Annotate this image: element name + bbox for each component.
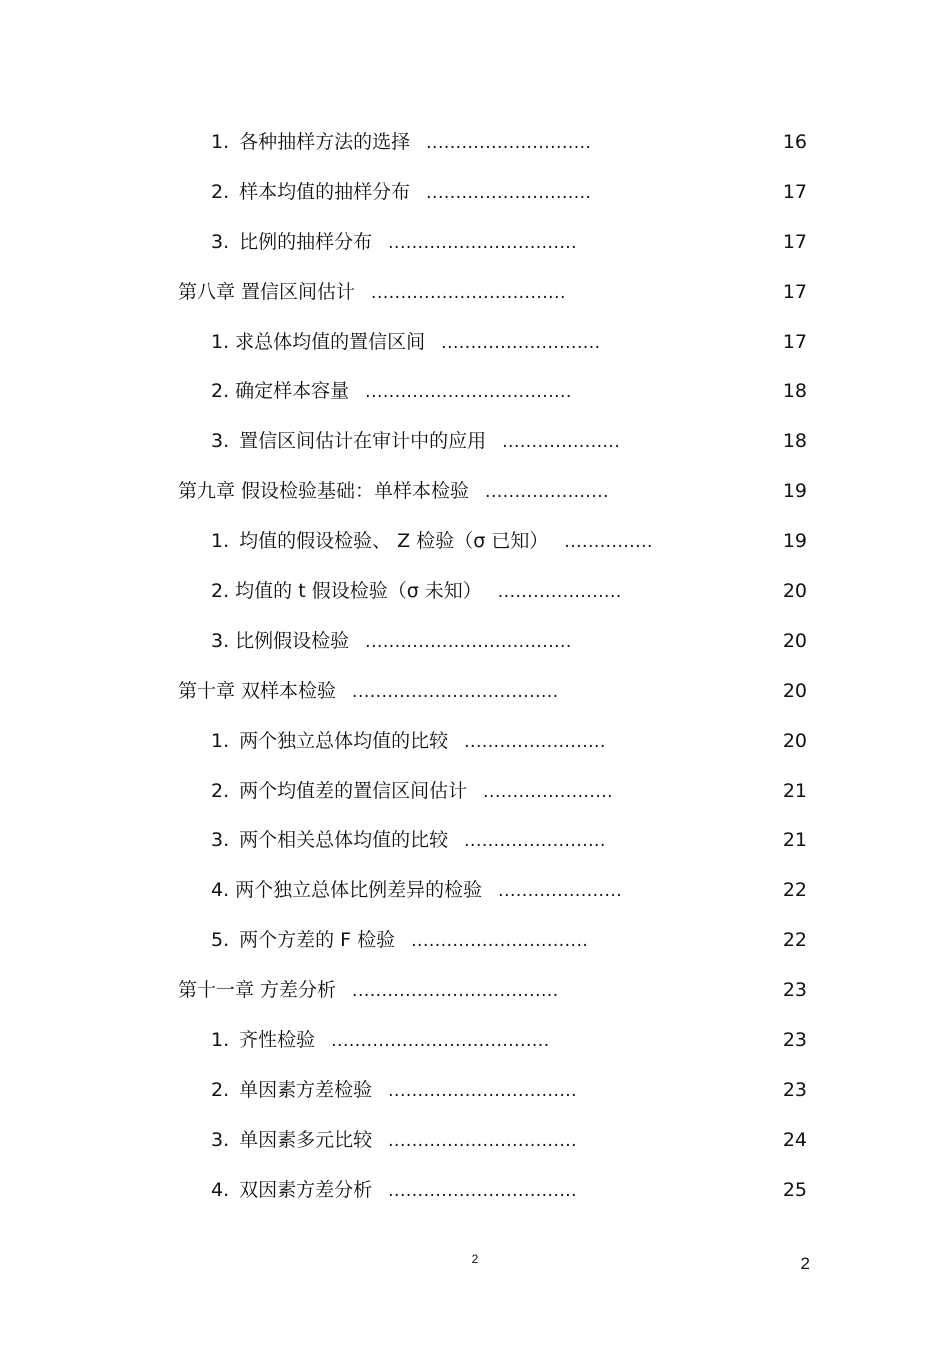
toc-entry-leader-dots: ..................................... <box>331 1031 550 1052</box>
toc-entry-lead <box>211 866 622 917</box>
toc-entry-lead <box>211 517 653 568</box>
toc-entry-leader-dots: ..................... <box>498 881 623 902</box>
toc-section-entry[interactable] <box>0 218 950 268</box>
toc-chapter-entry[interactable] <box>0 667 950 717</box>
toc-section-entry[interactable] <box>0 318 950 368</box>
toc-entry-page-number: 18 <box>782 430 807 453</box>
toc-entry-number: 2. <box>211 1078 230 1101</box>
toc-entry-lead <box>178 966 559 1017</box>
toc-entry-leader-dots: ............... <box>564 532 653 553</box>
toc-entry-leader-dots: .............................. <box>411 931 589 952</box>
toc-chapter-entry[interactable] <box>0 467 950 517</box>
toc-chapter-entry[interactable] <box>0 966 950 1016</box>
toc-section-entry[interactable] <box>0 168 950 218</box>
toc-entry-page-number: 17 <box>782 330 807 353</box>
toc-entry-leader-dots: ................................... <box>352 981 559 1002</box>
toc-entry-number: 1. <box>211 131 230 153</box>
toc-entry-number: 3. <box>211 430 230 453</box>
toc-entry-leader-dots: ................................ <box>388 1130 578 1151</box>
toc-entry-title: 第十一章 方差分析 <box>178 979 337 1002</box>
toc-entry-title: 两个均值差的置信区间估计 <box>239 779 468 802</box>
toc-section-entry[interactable] <box>0 1016 950 1066</box>
toc-section-entry[interactable] <box>0 1116 950 1166</box>
toc-entry-page-number: 20 <box>782 629 807 652</box>
toc-entry-title: 第十章 双样本检验 <box>178 679 337 702</box>
toc-entry-number: 2. <box>211 779 230 802</box>
toc-entry-leader-dots: ................................ <box>388 232 578 253</box>
toc-entry-lead <box>211 617 572 668</box>
toc-entry-page-number: 21 <box>782 779 807 802</box>
toc-entry-lead <box>211 816 606 867</box>
toc-entry-page-number: 20 <box>782 729 807 752</box>
toc-entry-title: 单因素多元比较 <box>239 1128 373 1151</box>
toc-entry-title: 2. 确定样本容量 <box>211 380 350 403</box>
toc-section-entry[interactable] <box>0 118 950 168</box>
toc-entry-number: 4. <box>211 1178 230 1201</box>
footer-page-number-right: 2 <box>800 1254 810 1273</box>
toc-entry-leader-dots: ................................. <box>371 282 566 303</box>
toc-entry-leader-dots: ................................... <box>365 382 572 403</box>
toc-section-entry[interactable] <box>0 1166 950 1216</box>
toc-entry-leader-dots: ................................ <box>388 1180 578 1201</box>
toc-chapter-entry[interactable] <box>0 268 950 318</box>
toc-entry-leader-dots: ........................ <box>464 831 606 852</box>
toc-entry-page-number: 17 <box>782 180 807 203</box>
toc-entry-title: 各种抽样方法的选择 <box>239 131 411 153</box>
toc-entry-lead <box>211 367 572 418</box>
toc-entry-page-number: 20 <box>782 679 807 702</box>
toc-entry-number: 3. <box>211 230 230 253</box>
toc-entry-lead <box>211 318 601 369</box>
toc-entry-title: 齐性检验 <box>239 1029 316 1052</box>
toc-section-entry[interactable] <box>0 866 950 916</box>
toc-entry-lead <box>211 417 620 468</box>
toc-entry-title: 单因素方差检验 <box>239 1078 373 1101</box>
toc-entry-lead <box>211 567 622 618</box>
toc-entry-leader-dots: ............................ <box>426 182 592 203</box>
toc-entry-lead <box>211 767 613 818</box>
toc-entry-lead <box>178 667 559 718</box>
toc-entry-page-number: 20 <box>782 580 807 603</box>
toc-entry-leader-dots: ................................... <box>365 631 572 652</box>
toc-entry-leader-dots: ........................... <box>441 332 601 353</box>
toc-entry-number: 3. <box>211 1128 230 1151</box>
toc-entry-title: 第八章 置信区间估计 <box>178 280 356 303</box>
toc-section-entry[interactable] <box>0 916 950 966</box>
toc-entry-page-number: 23 <box>782 1029 807 1052</box>
toc-entry-title: 两个相关总体均值的比较 <box>239 829 449 852</box>
toc-entry-lead <box>211 1166 577 1217</box>
toc-entry-page-number: 24 <box>782 1128 807 1151</box>
toc-entry-lead <box>211 218 577 269</box>
toc-entry-lead <box>178 268 566 319</box>
toc-entry-page-number: 19 <box>782 530 807 553</box>
toc-entry-page-number: 23 <box>782 979 807 1002</box>
toc-section-entry[interactable] <box>0 816 950 866</box>
toc-entry-title: 置信区间估计在审计中的应用 <box>239 430 487 453</box>
toc-entry-lead <box>211 916 588 967</box>
toc-entry-page-number: 22 <box>782 879 807 902</box>
toc-entry-title: 均值的假设检验、 Z 检验（σ 已知） <box>239 530 549 553</box>
toc-entry-number: 1. <box>211 729 230 752</box>
toc-entry-number: 2. <box>211 180 230 203</box>
toc-entry-lead <box>211 1016 550 1067</box>
toc-section-entry[interactable] <box>0 767 950 817</box>
toc-entry-leader-dots: .................... <box>502 432 621 453</box>
toc-entry-number: 1. <box>211 530 230 553</box>
toc-entry-page-number: 22 <box>782 929 807 952</box>
table-of-contents <box>0 118 950 1216</box>
toc-entry-leader-dots: ............................ <box>426 133 592 153</box>
toc-entry-page-number: 17 <box>782 230 807 253</box>
toc-entry-page-number: 25 <box>782 1178 807 1201</box>
toc-section-entry[interactable] <box>0 717 950 767</box>
toc-entry-page-number: 16 <box>782 131 807 153</box>
toc-entry-lead <box>211 118 591 169</box>
toc-section-entry[interactable] <box>0 417 950 467</box>
toc-entry-page-number: 23 <box>782 1078 807 1101</box>
toc-entry-leader-dots: ..................... <box>497 582 622 603</box>
toc-entry-page-number: 19 <box>782 480 807 503</box>
toc-entry-title: 比例的抽样分布 <box>239 230 373 253</box>
toc-entry-lead <box>178 467 609 518</box>
footer-page-number-center: 2 <box>471 1252 479 1266</box>
toc-entry-title: 1. 求总体均值的置信区间 <box>211 330 426 353</box>
toc-entry-title: 第九章 假设检验基础：单样本检验 <box>178 480 470 503</box>
toc-section-entry[interactable] <box>0 567 950 617</box>
toc-entry-lead <box>211 1066 577 1117</box>
toc-section-entry[interactable] <box>0 1066 950 1116</box>
toc-entry-title: 2. 均值的 t 假设检验（σ 未知） <box>211 580 482 603</box>
toc-entry-title: 样本均值的抽样分布 <box>239 180 411 203</box>
toc-entry-lead <box>211 1116 577 1167</box>
toc-entry-page-number: 18 <box>782 380 807 403</box>
toc-section-entry[interactable] <box>0 617 950 667</box>
toc-entry-lead <box>211 717 606 768</box>
toc-entry-title: 两个方差的 F 检验 <box>239 929 396 952</box>
toc-entry-page-number: 21 <box>782 829 807 852</box>
toc-entry-lead <box>211 168 591 219</box>
toc-entry-page-number: 17 <box>782 280 807 303</box>
toc-section-entry[interactable] <box>0 517 950 567</box>
toc-entry-number: 3. <box>211 829 230 852</box>
toc-entry-number: 5. <box>211 929 230 952</box>
toc-entry-leader-dots: ...................... <box>483 781 614 802</box>
toc-entry-title: 双因素方差分析 <box>239 1178 373 1201</box>
toc-entry-leader-dots: ..................... <box>485 482 610 503</box>
toc-entry-title: 两个独立总体均值的比较 <box>239 729 449 752</box>
toc-entry-number: 1. <box>211 1029 230 1052</box>
toc-entry-leader-dots: ................................... <box>352 681 559 702</box>
toc-entry-title: 4. 两个独立总体比例差异的检验 <box>211 879 483 902</box>
toc-section-entry[interactable] <box>0 367 950 417</box>
toc-entry-leader-dots: ................................ <box>388 1080 578 1101</box>
toc-entry-title: 3. 比例假设检验 <box>211 629 350 652</box>
toc-entry-leader-dots: ........................ <box>464 731 606 752</box>
